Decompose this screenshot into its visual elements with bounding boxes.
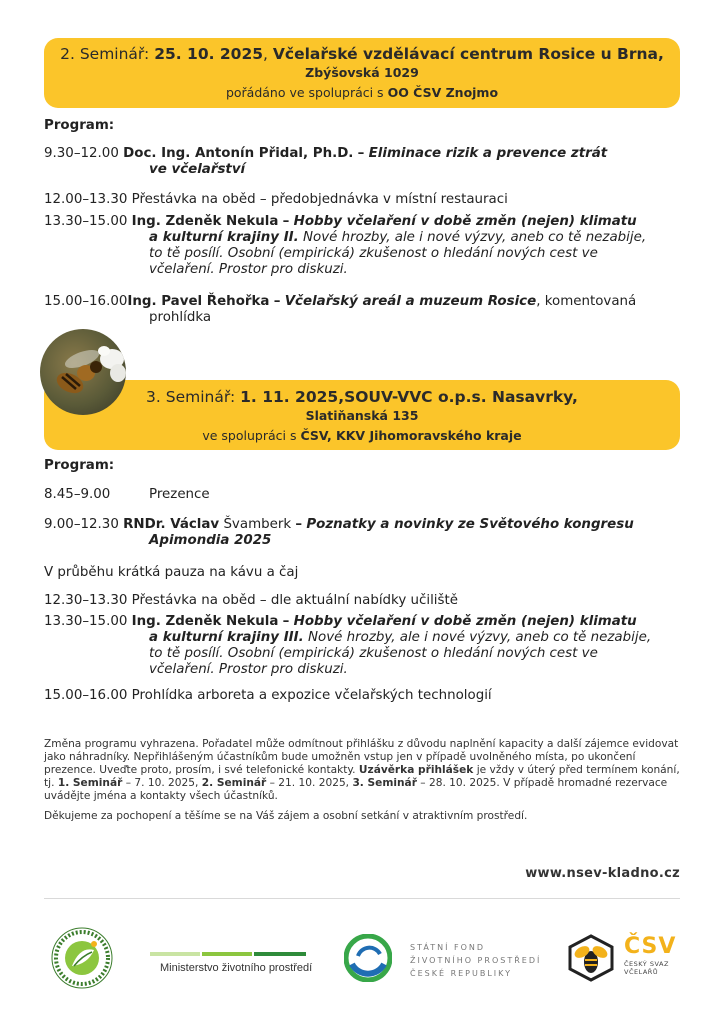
sfzp-line2: ŽIVOTNÍHO PROSTŘEDÍ: [410, 956, 542, 965]
s3-item-3: V průběhu krátká pauza na kávu a čaj: [44, 565, 299, 580]
mzp-text: Ministerstvo životního prostředí: [160, 962, 313, 974]
seminar2-title-line: [44, 45, 680, 64]
s2-item-4-dash: –: [273, 294, 281, 309]
s3-item-5-title: Hobby včelaření v době změn (nejen) klimatu: [293, 614, 637, 629]
s2-item-1: [44, 146, 684, 178]
s2-item-3-time: 13.30–15.00: [44, 214, 128, 229]
seminar3-address: Slatiňanská 135: [305, 408, 419, 423]
thanks-note: Děkujeme za pochopení a těšíme se na Váš zájem a osobní setkání v atraktivním prostředí.: [44, 810, 528, 822]
note-deadline: Uzávěrka přihlášek: [358, 764, 474, 776]
registration-note: [44, 738, 684, 803]
mzp-bar-mid: [202, 952, 252, 956]
s3-item-1-text: Prezence: [149, 487, 210, 502]
s3-item-2-speaker: RNDr. Václav: [123, 517, 220, 532]
seminar2-coop-org: OO ČSV Znojmo: [387, 85, 499, 100]
seminar2-address: Zbýšovská 1029: [305, 65, 419, 80]
nsev-kladno-logo: [50, 926, 114, 990]
s3-item-5-desc1: Nové hrozby, ale i nové výzvy, aneb co tě nezabije,: [308, 630, 652, 645]
csv-logo: [566, 934, 682, 982]
s3-item-4: 12.30–13.30 Přestávka na oběd – dle aktuální nabídky učiliště: [44, 593, 458, 608]
s3-item-2-title: Poznatky a novinky ze Světového kongresu: [306, 517, 634, 532]
note-text-b: je vždy v úterý před termínem konání, tj.: [44, 764, 680, 789]
s3-item-5-desc3: včelaření. Prostor pro diskuzi.: [149, 662, 348, 677]
csv-sub-line2: VČELAŘŮ: [624, 968, 659, 976]
csv-subtitle: [624, 960, 669, 976]
seminar2-venue: Včelařské vzdělávací centrum Rosice u Brna,: [272, 45, 664, 63]
s2-item-4-time: 15.00–16.00: [44, 294, 128, 309]
bee-flying-photo: [40, 329, 126, 415]
s3-item-2: [44, 517, 684, 549]
s2-item-3-desc3: včelaření. Prostor pro diskuzi.: [149, 262, 348, 277]
s2-item-3-speaker: Ing. Zdeněk Nekula: [131, 214, 279, 229]
s2-item-1-dash: –: [357, 146, 365, 161]
s2-item-3-dash: –: [282, 214, 290, 229]
seminar3-banner: [44, 380, 680, 450]
csv-sub-line1: ČESKÝ SVAZ: [624, 960, 669, 968]
seminar3-date: 1. 11. 2025: [240, 388, 339, 406]
s3-item-5-desc2: to tě posílí. Osobní (empirická) zkušenost o hledání nových cest ve: [149, 646, 598, 661]
s3-item-5-title-cont: a kulturní krajiny III.: [149, 630, 304, 645]
mzp-logo: [150, 952, 313, 978]
note-seminar3: 3. Seminář: [352, 777, 417, 789]
seminar3-coop-prefix: ve spolupráci s: [202, 428, 297, 443]
seminar3-coop-org: ČSV, KKV Jihomoravského kraje: [300, 428, 522, 443]
s3-item-2-title-cont: Apimondia 2025: [149, 533, 272, 548]
s3-item-5-dash: –: [282, 614, 290, 629]
seminar2-label: 2. Seminář:: [60, 45, 150, 63]
seminar2-banner: [44, 38, 680, 108]
s2-item-1-title: Eliminace rizik a prevence ztrát: [368, 146, 608, 161]
s2-item-1-title-cont: ve včelařství: [149, 162, 246, 177]
note-date3: – 28. 10. 2025. V případě hromadné rezervace uvádějte jména a kontakty všech účastníků.: [44, 777, 668, 802]
s2-item-2: 12.00–13.30 Přestávka na oběd – předobjednávka v místní restauraci: [44, 192, 508, 207]
csv-title: ČSV: [624, 934, 677, 959]
s2-item-4: [44, 294, 684, 326]
seminar2-comma: ,: [263, 45, 268, 63]
s3-item-5-time: 13.30–15.00: [44, 614, 128, 629]
note-text-a: Změna programu vyhrazena. Pořadatel může odmítnout přihlášku z důvodu naplnění kapacity a další zájemce evidovat jako náhradníky. Nepřihlášeným účastníkům bude umožněn vstup jen v případě uvolněného místa, po ukončení prezence. Uveďte proto, prosím, i své telefonické kontakty.: [44, 738, 679, 776]
mzp-bar-dark: [254, 952, 306, 956]
s2-item-3-desc1: Nové hrozby, ale i nové výzvy, aneb co tě nezabije,: [303, 230, 647, 245]
note-seminar2: 2. Seminář: [201, 777, 267, 789]
sfzp-line3: ČESKÉ REPUBLIKY: [410, 969, 513, 978]
seminar3-venue: SOUV-VVC o.p.s. Nasavrky,: [344, 388, 578, 406]
s2-item-1-time: 9.30–12.00: [44, 146, 119, 161]
seminar3-comma: ,: [338, 388, 345, 406]
csv-bee-hexagon-icon: [566, 934, 616, 982]
s2-item-3-title: Hobby včelaření v době změn (nejen) klimatu: [293, 214, 637, 229]
mzp-bar-light: [150, 952, 200, 956]
sfzp-logo: [344, 934, 544, 982]
seminar3-coop: [44, 426, 680, 445]
s3-item-1-time: 8.45–9.00: [44, 487, 111, 502]
seminar3-program-heading: Program:: [44, 458, 115, 473]
seminar3-label: 3. Seminář:: [146, 388, 236, 406]
s3-item-5-speaker: Ing. Zdeněk Nekula: [131, 614, 279, 629]
s2-item-4-line2: prohlídka: [149, 310, 212, 325]
sfzp-text: [410, 941, 541, 980]
seminar2-coop-prefix: pořádáno ve spolupráci s: [225, 85, 384, 100]
s2-item-3: [44, 214, 684, 278]
s3-item-5: [44, 614, 684, 678]
sfzp-circle-icon: [344, 934, 392, 982]
seminar2-program-heading: Program:: [44, 118, 115, 133]
note-date2: – 21. 10. 2025,: [269, 777, 350, 789]
s3-item-6: 15.00–16.00 Prohlídka arboreta a expozice včelařských technologií: [44, 688, 492, 703]
seminar2-coop: [44, 83, 680, 102]
footer-divider: [44, 898, 680, 899]
s3-item-2-time: 9.00–12.30: [44, 517, 119, 532]
s2-item-4-rest: , komentovaná: [536, 294, 637, 309]
s3-item-2-dash: –: [295, 517, 303, 532]
s2-item-3-title-cont: a kulturní krajiny II.: [149, 230, 299, 245]
s2-item-1-speaker: Doc. Ing. Antonín Přidal, Ph.D.: [123, 146, 354, 161]
seminar2-date: 25. 10. 2025: [154, 45, 264, 63]
s2-item-4-speaker: Ing. Pavel Řehořka: [127, 294, 270, 309]
s3-item-1: [44, 487, 684, 503]
seminar3-title-line: [44, 388, 680, 407]
s3-item-2-speaker-surname: Švamberk: [223, 517, 292, 532]
note-seminar1: 1. Seminář: [57, 777, 123, 789]
s2-item-3-desc2: to tě posílí. Osobní (empirická) zkušenost o hledání nových cest ve: [149, 246, 598, 261]
note-date1: – 7. 10. 2025,: [125, 777, 199, 789]
s2-item-4-title: Včelařský areál a muzeum Rosice: [284, 294, 537, 309]
sfzp-line1: STÁTNÍ FOND: [410, 943, 486, 952]
website-link[interactable]: www.nsev-kladno.cz: [525, 866, 680, 881]
